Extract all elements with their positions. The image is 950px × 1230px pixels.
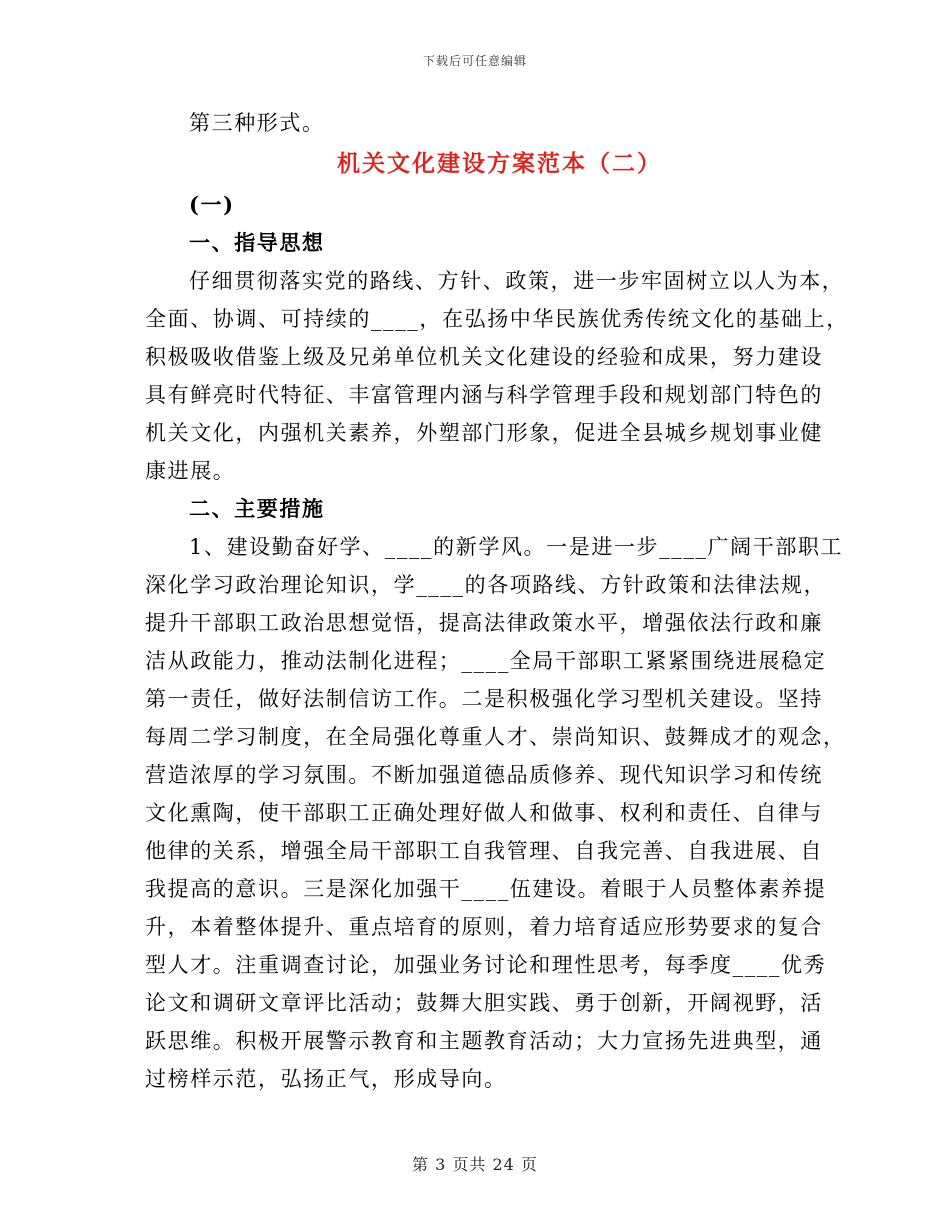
document-title: 机关文化建设方案范本（二） [337,150,662,177]
paragraph-line: 论文和调研文章评比活动；鼓舞大胆实践、勇于创新，开阔视野，活 [145,991,823,1015]
paragraph-line: 第一责任，做好法制信访工作。二是积极强化学习型机关建设。坚持 [145,687,823,711]
paragraph-line: 我提高的意识。三是深化加强干____伍建设。着眼于人员整体素养提 [145,877,827,901]
heading-guiding-thought: 一、指导思想 [189,230,325,255]
paragraph-line: 过榜样示范，弘扬正气，形成导向。 [145,1067,507,1091]
paragraph-line: 型人才。注重调查讨论，加强业务讨论和理性思考，每季度____优秀 [145,953,827,977]
paragraph-guiding-thought [145,262,849,490]
paragraph-line: 洁从政能力，推动法制化进程；____全局干部职工紧紧围绕进展稳定 [145,649,827,673]
paragraph-line: 机关文化，内强机关素养，外塑部门形象，促进全县城乡规划事业健 [145,421,823,445]
paragraph-line: 具有鲜亮时代特征、丰富管理内涵与科学管理手段和规划部门特色的 [145,383,823,407]
page-number-footer: 第 3 页共 24 页 [412,1155,538,1174]
paragraph-main-measures [145,528,846,1098]
paragraph-line: 仔细贯彻落实党的路线、方针、政策，进一步牢固树立以人为本， [189,269,845,293]
paragraph-line: 1、建设勤奋好学、____的新学风。一是进一步____广阔干部职工 [189,535,844,559]
paragraph-line: 康进展。 [145,459,236,483]
paragraph-line: 每周二学习制度，在全局强化尊重人才、崇尚知识、鼓舞成才的观念， [145,725,846,749]
paragraph-line: 文化熏陶，使干部职工正确处理好做人和做事、权利和责任、自律与 [145,801,823,825]
paragraph-line: 全面、协调、可持续的____，在弘扬中华民族优秀传统文化的基础上， [145,307,849,331]
page-header-note: 下载后可任意编辑 [422,54,527,68]
paragraph-line: 积极吸收借鉴上级及兄弟单位机关文化建设的经验和成果，努力建设 [145,345,823,369]
paragraph-line: 他律的关系，增强全局干部职工自我管理、自我完善、自我进展、自 [145,839,823,863]
intro-line: 第三种形式。 [189,111,325,135]
paragraph-line: 营造浓厚的学习氛围。不断加强道德品质修养、现代知识学习和传统 [145,763,823,787]
section-marker: (一) [189,192,235,217]
paragraph-line: 深化学习政治理论知识，学____的各项路线、方针政策和法律法规， [145,573,827,597]
heading-main-measures: 二、主要措施 [189,496,325,521]
paragraph-line: 提升干部职工政治思想觉悟，提高法律政策水平，增强依法行政和廉 [145,611,823,635]
paragraph-line: 跃思维。积极开展警示教育和主题教育活动；大力宣扬先进典型，通 [145,1029,823,1053]
paragraph-line: 升，本着整体提升、重点培育的原则，着力培育适应形势要求的复合 [145,915,823,939]
document-body [145,104,849,1098]
